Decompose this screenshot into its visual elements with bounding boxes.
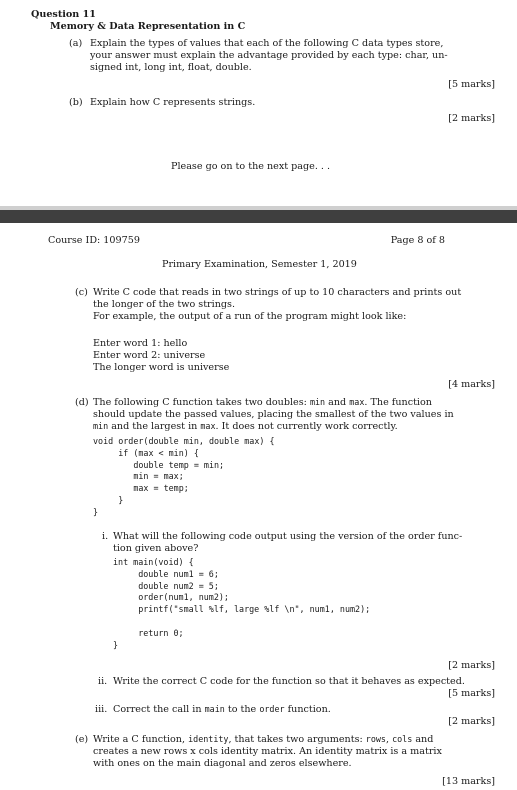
code-line: } — [93, 494, 124, 505]
part-d-i-line-2: tion given above? — [113, 543, 199, 554]
part-d-i-label: i. — [102, 531, 109, 542]
part-d-text — [93, 397, 454, 433]
part-d-line-3 — [93, 421, 454, 433]
part-d-iii-text — [113, 704, 331, 716]
part-d-ii-label: ii. — [98, 676, 108, 687]
part-b-marks: [2 marks] — [448, 113, 495, 124]
part-d-ii-text: Write the correct C code for the function so that it behaves as expected. — [113, 676, 465, 687]
text: , — [385, 734, 390, 745]
part-d-line-2: should update the passed values, placing the smallest of the two values in — [93, 409, 454, 420]
part-c-line-1: Write C code that reads in two strings of up to 10 characters and prints out — [93, 287, 462, 298]
question-number: Question 11 — [31, 9, 96, 20]
code-identity: identity — [188, 734, 229, 744]
text: function. — [287, 704, 331, 715]
part-c-marks: [4 marks] — [448, 379, 495, 390]
part-d-i-line-1: What will the following code output using the version of the order func- — [113, 531, 463, 542]
code-max: max — [349, 397, 365, 407]
code-min: min — [93, 421, 109, 431]
part-a-line-1: Explain the types of values that each of the following C data types store, — [90, 38, 444, 49]
part-c-sample-output — [93, 338, 229, 374]
text: to the — [227, 704, 257, 715]
code-line: double num1 = 6; — [113, 568, 219, 579]
text: . It does not currently work correctly. — [215, 421, 398, 432]
part-a-line-2: your answer must explain the advantage provided by each type: char, un- — [90, 50, 448, 61]
part-c-line-3: For example, the output of a run of the program might look like: — [93, 311, 407, 322]
code-line: min = max; — [93, 471, 184, 482]
code-cols: cols — [392, 734, 413, 744]
part-d-iii-label: iii. — [95, 704, 108, 715]
code-line: } — [113, 639, 119, 650]
code-line: void order(double min, double max) { — [93, 436, 275, 446]
code-line — [113, 616, 370, 628]
text: . The function — [364, 397, 432, 408]
part-a-label: (a) — [69, 38, 83, 49]
part-d-label: (d) — [75, 397, 89, 408]
code-main: main — [204, 704, 225, 714]
part-d-iii-marks: [2 marks] — [448, 716, 495, 727]
part-e-line-1 — [93, 734, 442, 746]
main-function-code — [113, 557, 370, 651]
part-e-text — [93, 734, 442, 770]
text: and — [415, 734, 434, 745]
part-b-text: Explain how C represents strings. — [90, 97, 256, 108]
part-e-line-2: creates a new rows x cols identity matrix. An identity matrix is a matrix — [93, 746, 442, 757]
exam-title: Primary Examination, Semester 1, 2019 — [162, 259, 357, 270]
code-line: return 0; — [113, 627, 184, 638]
code-line: int main(void) { — [113, 557, 194, 567]
code-order: order — [259, 704, 285, 714]
part-e-marks: [13 marks] — [442, 776, 495, 787]
text: Write a C function, — [93, 734, 186, 745]
page-number: Page 8 of 8 — [390, 235, 445, 246]
part-a-marks: [5 marks] — [448, 79, 495, 90]
sample-output-line: Enter word 1: hello — [93, 338, 188, 349]
part-e-line-3: with ones on the main diagonal and zeros elsewhere. — [93, 758, 352, 769]
question-topic: Memory & Data Representation in C — [50, 21, 246, 32]
part-a-text — [90, 38, 448, 74]
course-id: Course ID: 109759 — [48, 235, 140, 246]
code-line: order(num1, num2); — [113, 592, 229, 603]
code-line: if (max < min) { — [93, 447, 199, 458]
code-line: } — [93, 506, 99, 517]
code-line: double temp = min; — [93, 459, 225, 470]
part-d-line-1 — [93, 397, 454, 409]
next-page-note: Please go on to the next page. . . — [171, 161, 331, 172]
text: The following C function takes two doubles: — [93, 397, 307, 408]
part-d-i-text — [113, 531, 462, 555]
order-function-code — [93, 436, 275, 519]
code-line: max = temp; — [93, 483, 189, 494]
code-rows: rows — [365, 734, 386, 744]
text: Correct the call in — [113, 704, 202, 715]
code-max: max — [200, 421, 216, 431]
code-line: double num2 = 5; — [113, 580, 219, 591]
code-line: printf("small %lf, large %lf \n", num1, num2); — [113, 604, 371, 615]
part-a-line-3: signed int, long int, float, double. — [90, 62, 252, 73]
code-min: min — [309, 397, 326, 407]
part-c-label: (c) — [75, 287, 88, 298]
part-d-i-marks: [2 marks] — [448, 660, 495, 671]
part-c-line-2: the longer of the two strings. — [93, 299, 235, 310]
text: , that takes two arguments: — [228, 734, 363, 745]
part-e-label: (e) — [75, 734, 89, 745]
part-b-label: (b) — [69, 97, 83, 108]
text: and — [328, 397, 347, 408]
part-c-text — [93, 287, 461, 323]
sample-output-line: The longer word is universe — [93, 362, 230, 373]
sample-output-line: Enter word 2: universe — [93, 350, 206, 361]
text: and the largest in — [111, 421, 198, 432]
part-d-ii-marks: [5 marks] — [448, 688, 495, 699]
page-separator — [0, 210, 517, 223]
